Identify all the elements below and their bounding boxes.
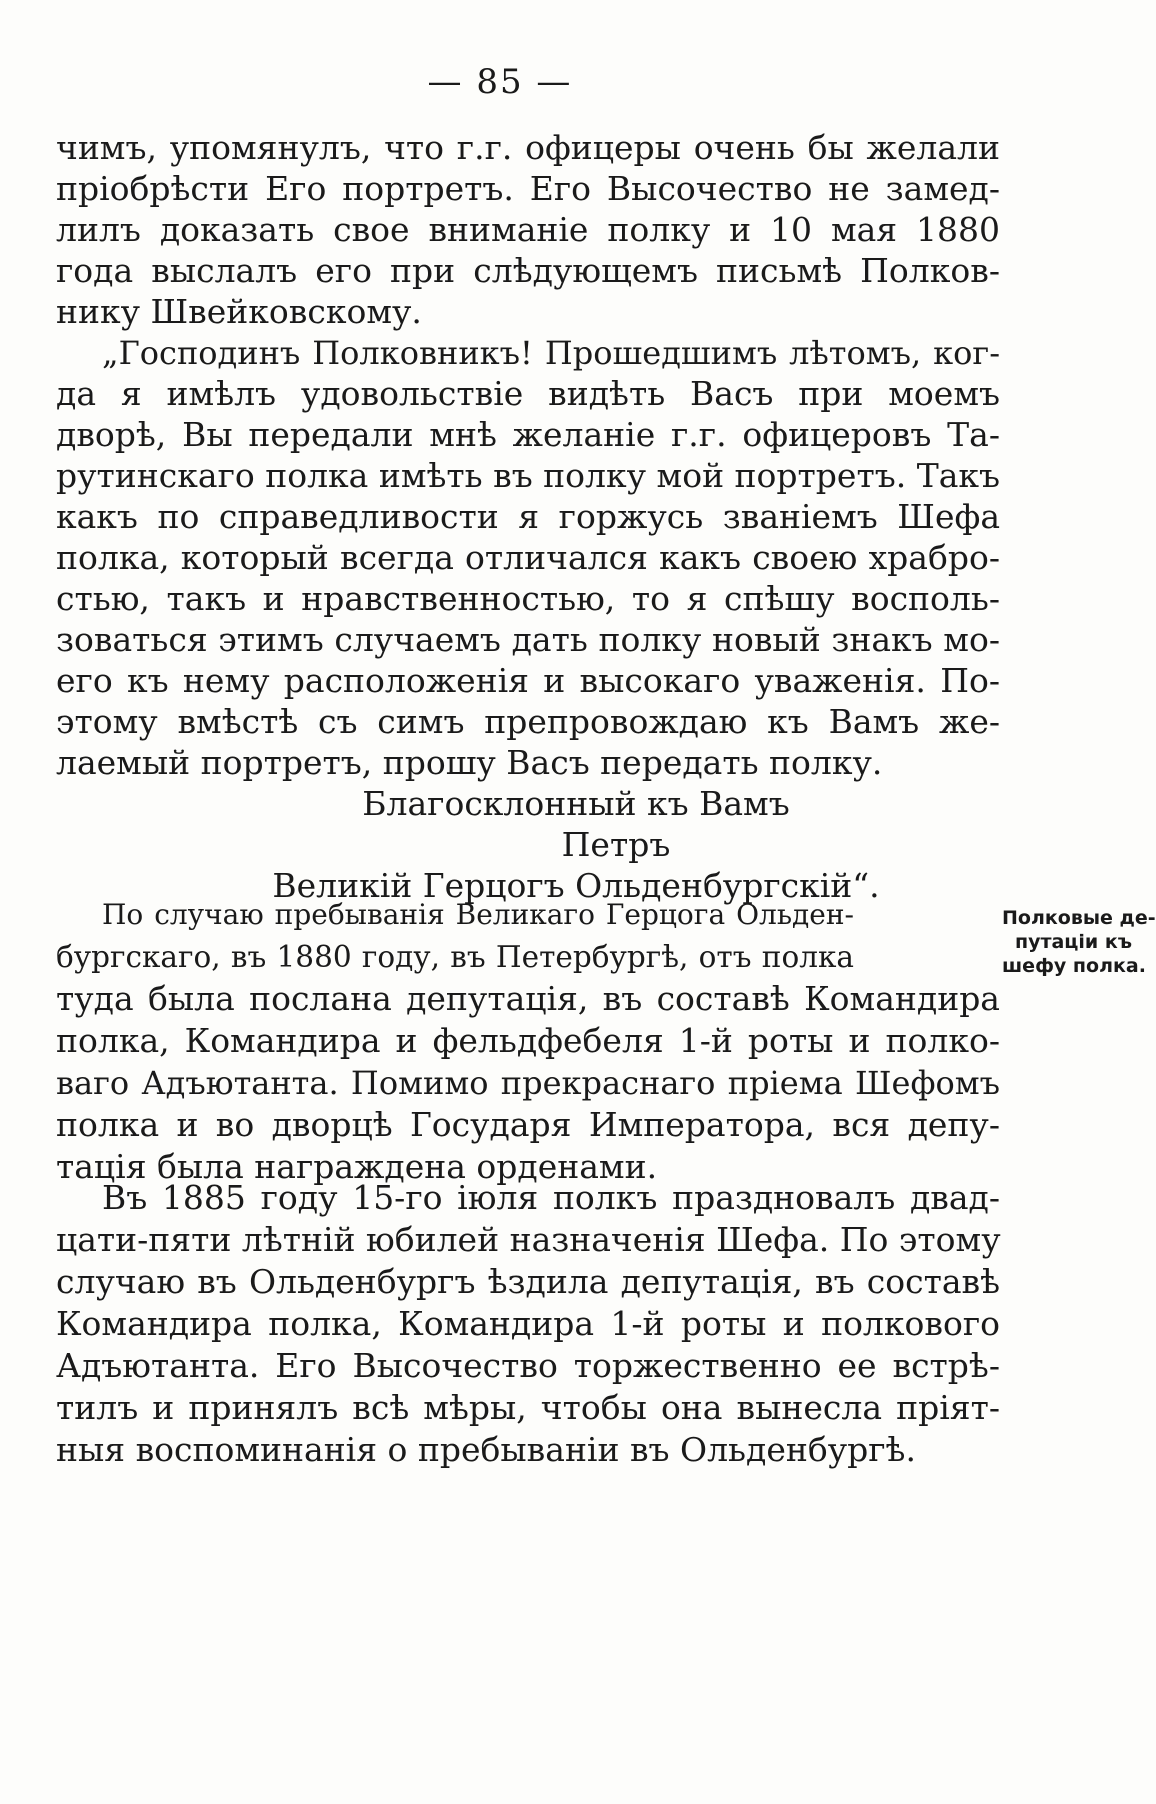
text-line: полка, который всегда отличался какъ своею храбро-	[56, 538, 1000, 577]
text-line: пріобрѣсти Его портретъ. Его Высочество не замед-	[56, 169, 1000, 208]
page-number: — 85 —	[427, 62, 573, 102]
text-line: чимъ, упомянулъ, что г.г. офицеры очень бы желали	[56, 128, 1000, 167]
text-line: года выслалъ его при слѣдующемъ письмѣ Полков-	[56, 251, 1000, 290]
text-line: его къ нему расположенія и высокаго уваженія. По-	[56, 661, 1000, 700]
signature-closing: Благосклонный къ Вамъ	[362, 784, 790, 823]
margin-note-line: путаціи къ	[1014, 931, 1132, 953]
text-line: полка, Командира и фельдфебеля 1-й роты и полко-	[56, 1021, 1000, 1060]
text-line: нику Швейковскому.	[56, 292, 422, 331]
text-line: какъ по справедливости я горжусь званіемъ Шефа	[56, 497, 1000, 536]
signature-name: Петръ	[561, 825, 671, 864]
text-line: Командира полка, Командира 1-й роты и полкового	[56, 1304, 1000, 1343]
text-line: да я имѣлъ удовольствіе видѣть Васъ при моемъ	[56, 374, 1000, 413]
text-line: бургскаго, въ 1880 году, въ Петербургѣ, отъ полка	[56, 940, 854, 974]
text-line: рутинскаго полка имѣть въ полку мой портретъ. Такъ	[56, 456, 1000, 495]
text-line: лаемый портретъ, прошу Васъ передать полку.	[56, 743, 883, 782]
text-line: ваго Адъютанта. Помимо прекраснаго пріема Шефомъ	[56, 1064, 1000, 1102]
margin-note	[1002, 906, 1156, 978]
text-line: полка и во дворцѣ Государя Императора, вся депу-	[56, 1105, 1000, 1144]
text-line: лилъ доказать свое вниманіе полку и 10 мая 1880	[56, 210, 1000, 249]
text-line: стью, такъ и нравственностью, то я спѣшу восполь-	[56, 579, 1000, 618]
text-line: дворѣ, Вы передали мнѣ желаніе г.г. офицеровъ Та-	[56, 415, 1000, 454]
text-line: „Господинъ Полковникъ! Прошедшимъ лѣтомъ, ког-	[102, 334, 1000, 372]
margin-note-line: Полковые де-	[1002, 907, 1156, 929]
text-line: туда была послана депутація, въ составѣ Командира	[56, 979, 1000, 1018]
text-line: Адъютанта. Его Высочество торжественно ее встрѣ-	[56, 1346, 1000, 1385]
text-line: Въ 1885 году 15-го іюля полкъ праздновалъ двад-	[102, 1178, 1000, 1217]
margin-note-line: шефу полка.	[1002, 955, 1146, 977]
text-line: тація была награждена орденами.	[56, 1147, 658, 1186]
text-line: ныя воспоминанія о пребываніи въ Ольденбургѣ.	[56, 1430, 916, 1469]
text-line: случаю въ Ольденбургъ ѣздила депутація, въ составѣ	[56, 1262, 1000, 1301]
text-line: этому вмѣстѣ съ симъ препровождаю къ Вамъ же-	[56, 702, 1000, 741]
text-line: цати-пяти лѣтній юбилей назначенія Шефа. По этому	[56, 1220, 1001, 1259]
text-line: По случаю пребыванія Великаго Герцога Ольден-	[102, 898, 854, 931]
text-line: зоваться этимъ случаемъ дать полку новый знакъ мо-	[56, 620, 1000, 659]
signature-title: Великій Герцогъ Ольденбургскій“.	[272, 866, 880, 905]
text-line: тилъ и принялъ всѣ мѣры, чтобы она вынесла пріят-	[56, 1388, 1000, 1427]
